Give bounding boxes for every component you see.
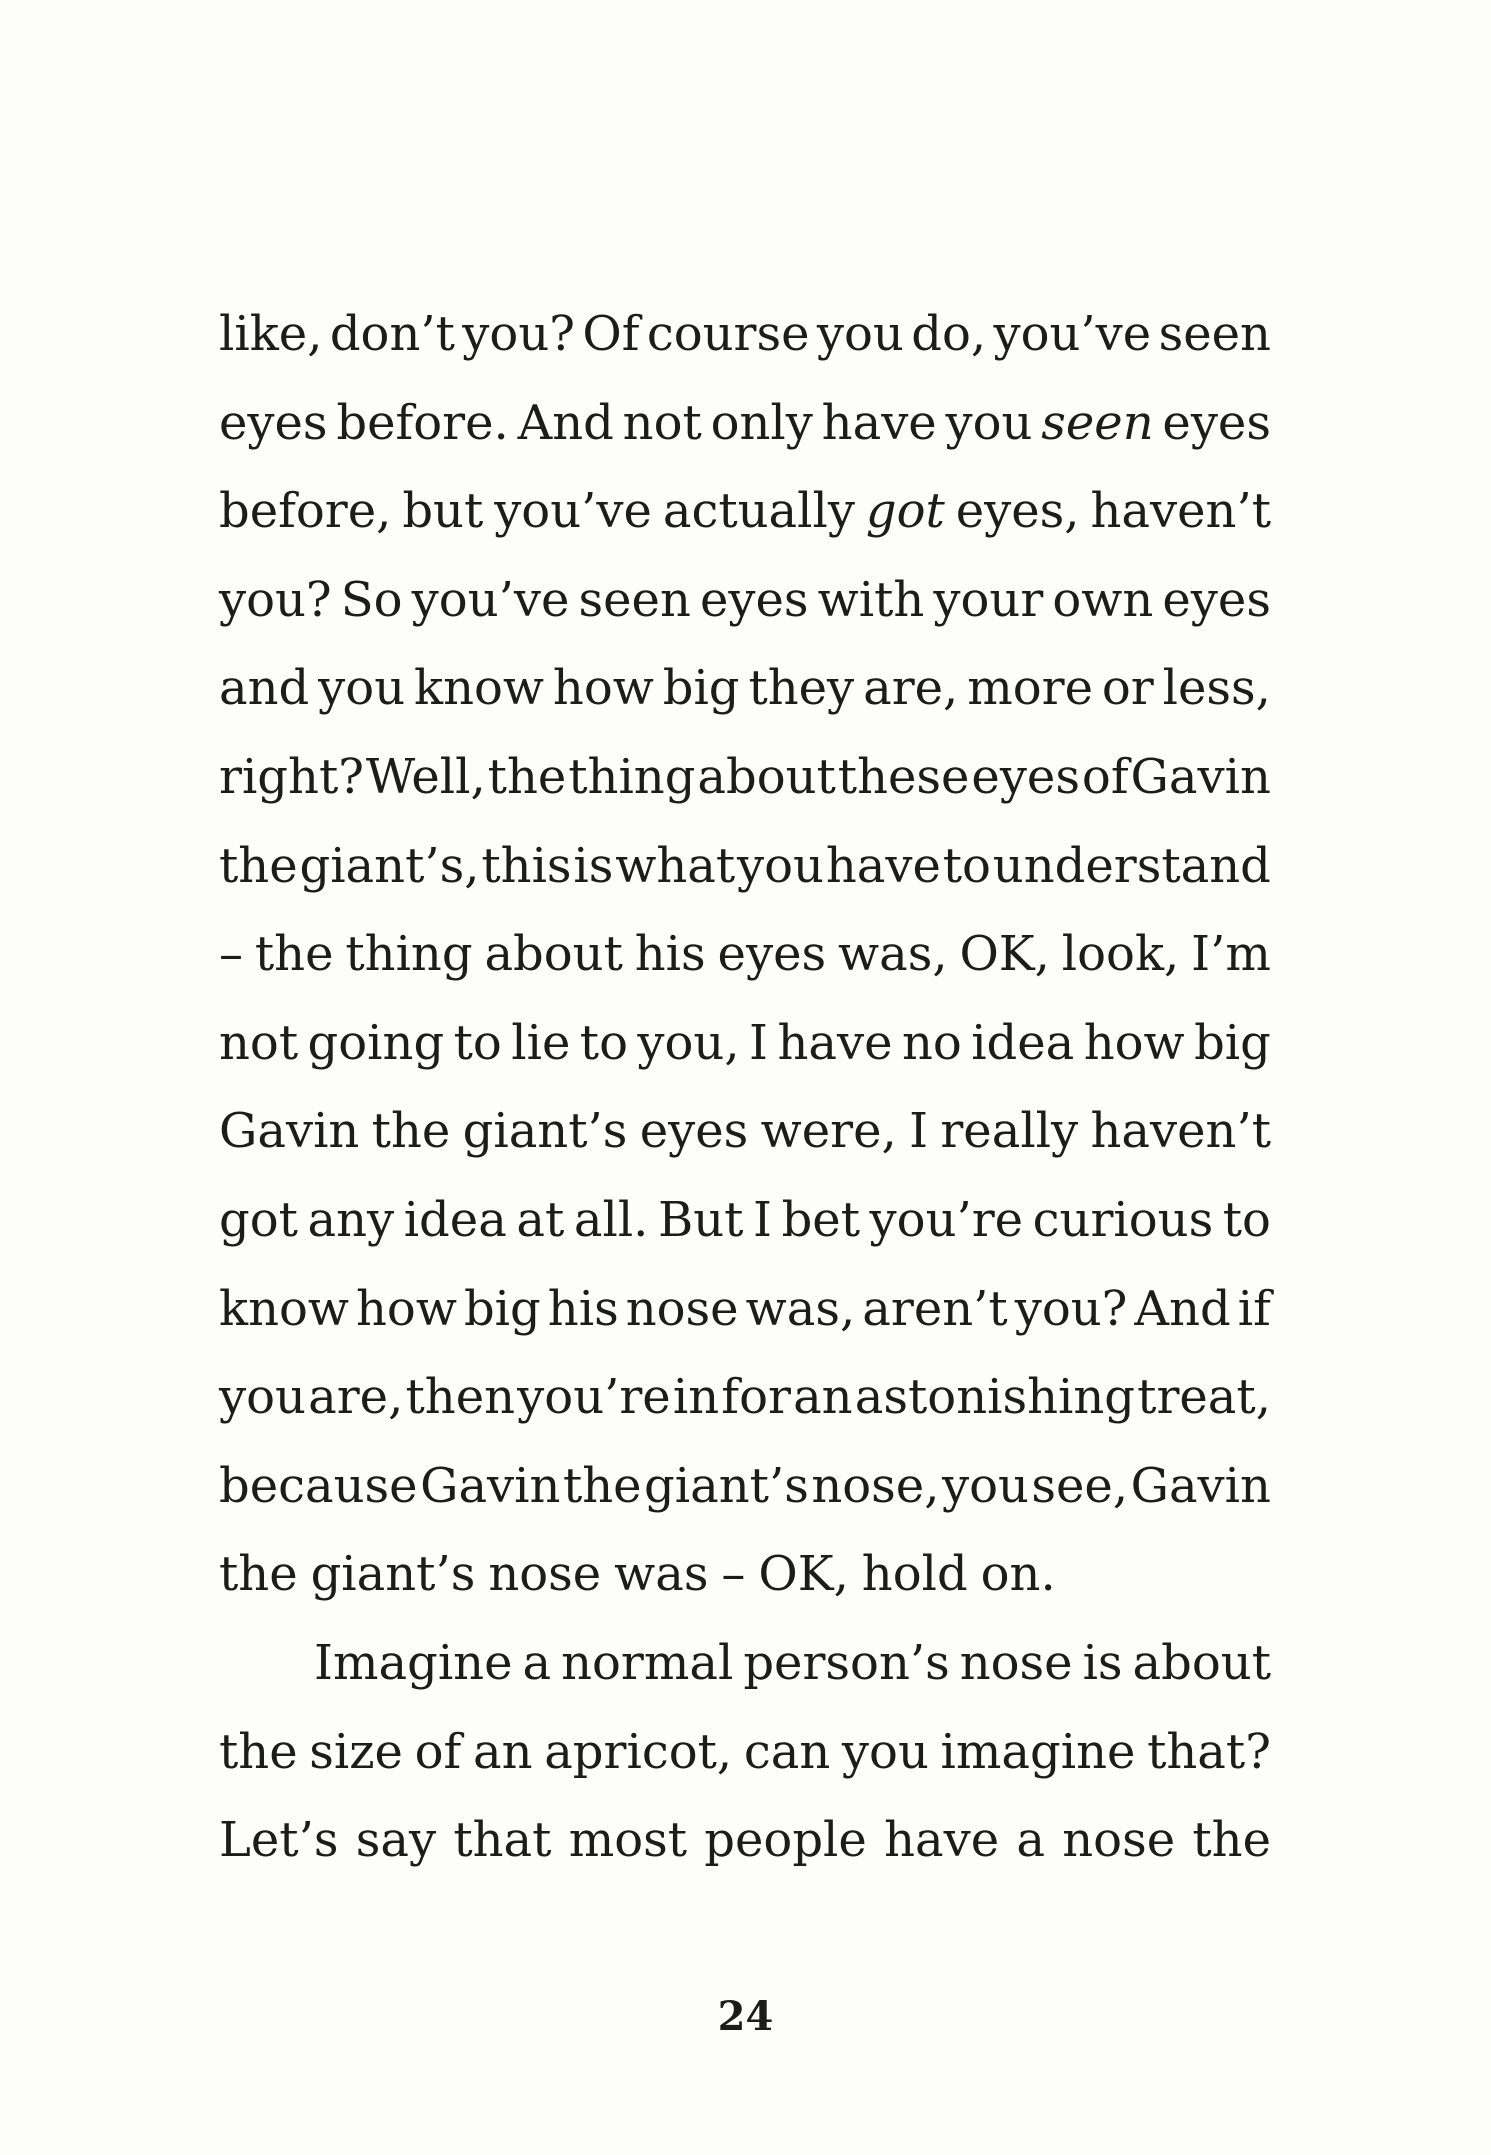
word: got <box>865 483 945 540</box>
word: to <box>1222 1191 1271 1248</box>
body-text <box>219 290 1271 1885</box>
word: you <box>816 306 904 362</box>
word: I <box>909 1103 929 1160</box>
word: to <box>942 837 991 894</box>
word: got <box>219 1191 298 1248</box>
word: And <box>517 394 614 451</box>
word: you <box>841 1723 929 1780</box>
word: these <box>837 748 970 805</box>
word: the <box>487 748 567 805</box>
text-line <box>219 1530 1271 1619</box>
text-line <box>219 1087 1271 1176</box>
word: people <box>704 1812 867 1869</box>
word: to <box>453 1014 502 1071</box>
text-line <box>219 379 1271 468</box>
word: most <box>568 1812 688 1869</box>
word: have <box>884 1812 1000 1869</box>
word: size <box>309 1723 403 1780</box>
word: see, <box>1031 1457 1129 1514</box>
word: big <box>463 1280 541 1337</box>
page-number: 24 <box>717 1993 774 2040</box>
word: of <box>1081 748 1129 805</box>
word: – <box>219 926 243 983</box>
word: Well, <box>365 748 486 805</box>
word: a <box>1016 1812 1045 1869</box>
word: going <box>307 1014 445 1071</box>
word: his <box>547 1280 619 1337</box>
word: if <box>1237 1280 1271 1337</box>
word: about <box>1132 1634 1271 1691</box>
word: actually <box>662 483 855 540</box>
word: to <box>579 1014 628 1071</box>
text-line <box>219 1353 1271 1442</box>
text-line <box>219 1176 1271 1265</box>
word: nose <box>1062 1812 1176 1869</box>
text-line <box>219 467 1271 556</box>
word: your <box>933 571 1044 628</box>
word: Gavin <box>1130 748 1271 805</box>
text-line <box>219 1265 1271 1354</box>
word: the <box>219 1546 298 1603</box>
word: I <box>753 1191 772 1248</box>
word: I <box>749 1014 768 1071</box>
word: don’t <box>329 306 455 362</box>
word: not <box>622 394 702 451</box>
word: you’ve <box>494 483 652 540</box>
word: lie <box>511 1014 571 1071</box>
word: you <box>219 1369 306 1426</box>
word: was, <box>837 926 948 983</box>
word: imagine <box>940 1723 1136 1780</box>
word: for <box>721 1369 791 1426</box>
word: aren’t <box>862 1280 1008 1337</box>
word: because <box>219 1457 418 1514</box>
word: idea <box>403 1191 507 1248</box>
word: only <box>710 394 813 451</box>
word: more <box>967 660 1093 717</box>
word: have <box>821 394 937 451</box>
word: you <box>737 837 824 894</box>
text-line <box>219 556 1271 645</box>
word: Gavin <box>1130 1457 1271 1514</box>
word: eyes <box>971 748 1080 805</box>
word: the <box>1192 1812 1271 1869</box>
text-line <box>219 290 1271 379</box>
word: the <box>371 1103 451 1160</box>
text-line <box>219 1708 1271 1797</box>
word: that? <box>1147 1723 1271 1780</box>
word: big <box>1194 1014 1271 1071</box>
word: is <box>1082 1634 1123 1691</box>
word: I’m <box>1191 926 1271 983</box>
word: about <box>697 748 836 805</box>
word: – <box>721 1546 746 1603</box>
word: no <box>901 1014 962 1071</box>
word: the <box>219 1723 298 1780</box>
word: giant’s <box>462 1103 628 1160</box>
word: any <box>307 1191 395 1248</box>
word: apricot, <box>544 1723 733 1780</box>
word: seen <box>1041 394 1154 451</box>
word: what <box>615 837 736 894</box>
word: say <box>355 1812 437 1869</box>
word: how <box>552 660 654 717</box>
word: with <box>817 571 925 628</box>
word: Gavin <box>420 1457 561 1514</box>
word: thing <box>568 748 696 805</box>
word: But <box>657 1191 744 1248</box>
word: have <box>777 1014 893 1071</box>
word: big <box>662 660 740 717</box>
word: eyes <box>219 394 328 451</box>
word: So <box>340 571 403 628</box>
word: and <box>219 660 310 717</box>
word: the <box>219 837 298 894</box>
word: do, <box>911 306 987 362</box>
word: haven’t <box>1090 483 1271 540</box>
text-line <box>219 1619 1271 1708</box>
word: this <box>481 837 572 894</box>
word: right? <box>219 748 364 805</box>
word: treat, <box>1137 1369 1271 1426</box>
word: curious <box>1032 1191 1214 1248</box>
word: you? <box>462 306 575 362</box>
word: you <box>318 660 406 717</box>
word: thing <box>345 926 473 983</box>
word: you <box>941 1457 1029 1514</box>
word: you’re <box>517 1369 671 1426</box>
text-line <box>219 910 1271 999</box>
word: you’ve <box>411 571 570 628</box>
word: a <box>522 1634 552 1691</box>
word: really <box>940 1103 1079 1160</box>
word: was <box>614 1546 709 1603</box>
paragraph <box>219 290 1271 1619</box>
word: Let’s <box>219 1812 339 1869</box>
word: eyes, <box>955 483 1080 540</box>
word: Gavin <box>219 1103 360 1160</box>
word: about <box>484 926 623 983</box>
word: course <box>646 306 810 362</box>
word: how <box>1083 1014 1185 1071</box>
word: before, <box>219 483 392 540</box>
word: how <box>356 1280 457 1337</box>
word: eyes <box>1162 571 1271 628</box>
text-line <box>219 1796 1271 1885</box>
word: OK, <box>758 1546 849 1603</box>
word: all. <box>573 1191 649 1248</box>
word: his <box>634 926 706 983</box>
word: you’ve <box>993 306 1152 362</box>
word: eyes <box>1162 394 1271 451</box>
word: are, <box>308 1369 404 1426</box>
word: of <box>414 1723 462 1780</box>
word: nose, <box>811 1457 940 1514</box>
word: are, <box>863 660 959 717</box>
text-line <box>219 733 1271 822</box>
word: you <box>945 394 1033 451</box>
word: nose <box>959 1634 1073 1691</box>
text-line <box>219 1442 1271 1531</box>
word: seen <box>1158 306 1271 362</box>
word: OK, <box>959 926 1050 983</box>
paragraph <box>219 1619 1271 1885</box>
word: know <box>219 1280 349 1337</box>
word: eyes <box>717 926 827 983</box>
word: nose <box>625 1280 739 1337</box>
word: on. <box>980 1546 1056 1603</box>
text-line <box>219 644 1271 733</box>
word: that <box>453 1812 552 1869</box>
word: haven’t <box>1090 1103 1271 1160</box>
word: idea <box>971 1014 1075 1071</box>
word: seen <box>578 571 691 628</box>
word: before. <box>336 394 509 451</box>
word: hold <box>861 1546 968 1603</box>
word: know <box>414 660 544 717</box>
word: the <box>254 926 334 983</box>
word: but <box>402 483 484 540</box>
word: Imagine <box>314 1634 513 1691</box>
word: in <box>672 1369 720 1426</box>
word: look, <box>1061 926 1180 983</box>
word: you, <box>637 1014 740 1071</box>
word: can <box>743 1723 831 1780</box>
text-line <box>219 999 1271 1088</box>
word: have <box>825 837 941 894</box>
word: Of <box>582 306 640 362</box>
word: was, <box>745 1280 856 1337</box>
word: giant’s <box>644 1457 809 1514</box>
word: you? <box>219 571 332 628</box>
word: And <box>1134 1280 1231 1337</box>
word: were, <box>760 1103 897 1160</box>
word: or <box>1101 660 1154 717</box>
word: at <box>516 1191 565 1248</box>
word: eyes <box>639 1103 749 1160</box>
word: then <box>405 1369 516 1426</box>
word: understand <box>992 837 1271 894</box>
word: eyes <box>699 571 809 628</box>
word: giant’s, <box>299 837 480 894</box>
word: you? <box>1014 1280 1128 1337</box>
word: own <box>1052 571 1154 628</box>
word: they <box>748 660 855 717</box>
word: the <box>562 1457 642 1514</box>
word: an <box>472 1723 533 1780</box>
word: giant’s <box>310 1546 476 1603</box>
word: an <box>793 1369 853 1426</box>
word: not <box>219 1014 299 1071</box>
word: nose <box>488 1546 602 1603</box>
word: normal <box>561 1634 734 1691</box>
word: person’s <box>743 1634 950 1691</box>
word: is <box>573 837 614 894</box>
word: bet <box>781 1191 860 1248</box>
word: astonishing <box>854 1369 1135 1426</box>
word: less, <box>1162 660 1271 717</box>
text-line <box>219 822 1271 911</box>
word: you’re <box>869 1191 1024 1248</box>
word: like, <box>219 306 323 362</box>
